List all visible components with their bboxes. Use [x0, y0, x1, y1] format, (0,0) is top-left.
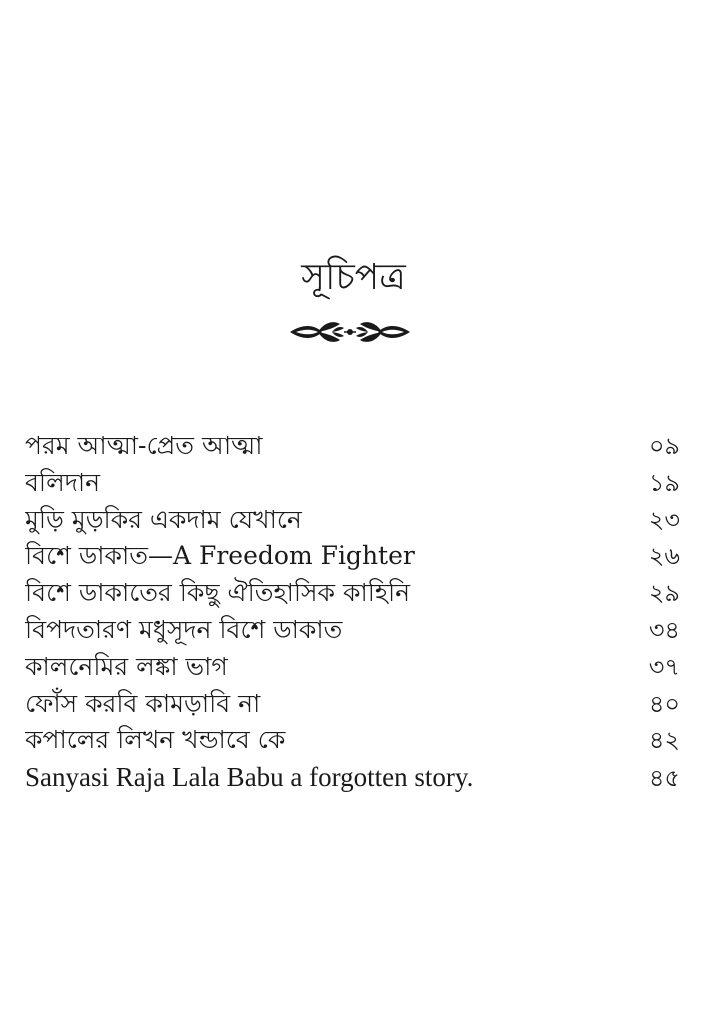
toc-entry-title: কালনেমির লঙ্কা ভাগ: [25, 651, 228, 681]
toc-entry[interactable]: [25, 502, 680, 539]
toc-entry-title: পরম আত্মা-প্রেত আত্মা: [25, 431, 263, 460]
toc-entry-title: বিশে ডাকাত—A Freedom Fighter: [25, 541, 415, 571]
toc-entry[interactable]: [25, 428, 680, 465]
toc-entry[interactable]: [25, 686, 680, 723]
toc-entry-title: Sanyasi Raja Lala Babu a forgotten story.: [25, 762, 474, 793]
toc-entry-title: বিশে ডাকাতের কিছু ঐতিহাসিক কাহিনি: [25, 578, 411, 608]
toc-entry-title: মুড়ি মুড়কির একদাম যেখানে: [25, 504, 302, 534]
toc-entry-page: ২৩: [648, 505, 680, 534]
toc-entry-title: ফোঁস করবি কামড়াবি না: [25, 688, 261, 718]
toc-entry-page: ৩৭: [648, 652, 680, 681]
toc-entry-title: কপালের লিখন খন্ডাবে কে: [25, 725, 286, 755]
floral-divider-icon: [288, 318, 412, 346]
toc-entry-page: ২৯: [648, 579, 680, 608]
toc-entry[interactable]: [25, 722, 680, 759]
toc-entry-page: ৪৫: [648, 764, 680, 793]
toc-entry[interactable]: [25, 649, 680, 686]
toc-entry[interactable]: [25, 575, 680, 612]
toc-entry-page: ৪০: [648, 689, 680, 718]
toc-entry-page: ২৬: [648, 542, 680, 571]
toc-entry-page: ৪২: [648, 726, 680, 755]
toc-entry-title: বিপদতারণ মধুসূদন বিশে ডাকাত: [25, 614, 343, 644]
toc-entry-page: ১৯: [648, 468, 680, 497]
page-title: সূচিপত্র: [301, 257, 406, 298]
toc-entry[interactable]: [25, 538, 680, 575]
toc-entry-page: ০৯: [648, 432, 680, 460]
toc-entry[interactable]: [25, 612, 680, 649]
toc-entry[interactable]: [25, 759, 680, 796]
table-of-contents: [25, 428, 680, 796]
toc-entry[interactable]: [25, 465, 680, 502]
toc-entry-title: বলিদান: [25, 467, 101, 497]
toc-entry-page: ৩৪: [648, 615, 680, 644]
